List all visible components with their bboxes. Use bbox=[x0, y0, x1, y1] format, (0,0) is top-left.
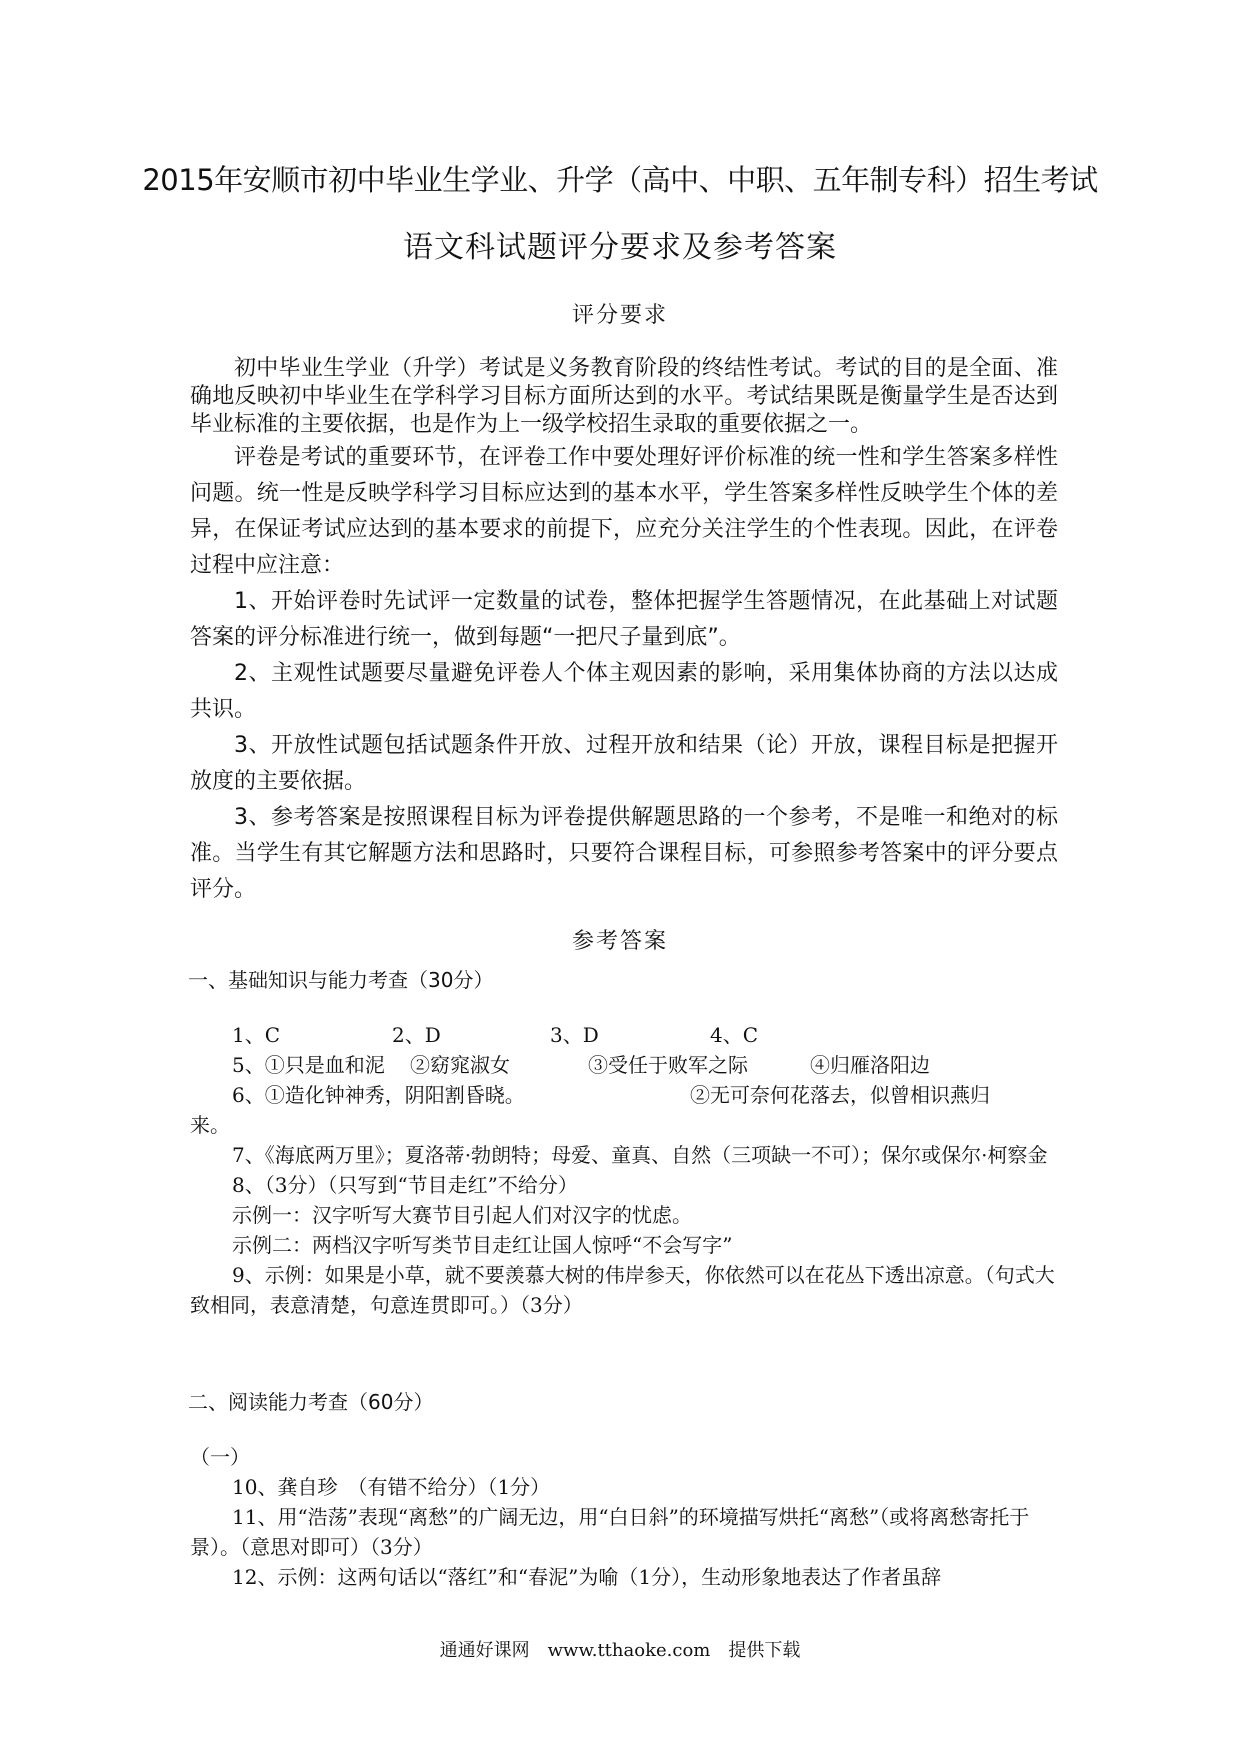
q11-answer: 11、用“浩荡”表现“离愁”的广阔无边，用“白日斜”的环境描写烘托“离愁”（或将离愁寄托于景）。（意思对即可）（3分） bbox=[190, 1505, 1030, 1559]
scoring-intro-paragraph bbox=[190, 355, 1058, 439]
page-footer: 通通好课网 www.tthaoke.com 提供下载 bbox=[439, 1640, 801, 1661]
paragraph: 1、开始评卷时先试评一定数量的试卷，整体把握学生答题情况，在此基础上对试题答案的评分标准进行统一，做到每题“一把尺子量到底”。 bbox=[190, 589, 1058, 650]
answer-item: ③受任于败军之际 bbox=[588, 1053, 748, 1077]
scoring-requirements-heading: 评分要求 bbox=[571, 303, 668, 328]
answer-item: 5、①只是血和泥 bbox=[232, 1053, 385, 1077]
q7-answer: 7、《海底两万里》；夏洛蒂·勃朗特；母爱、童真、自然（三项缺一不可）；保尔或保尔·柯察金 bbox=[232, 1143, 1048, 1167]
answer-item: 2、D bbox=[392, 1023, 441, 1047]
answer-item: ④归雁洛阳边 bbox=[810, 1053, 930, 1077]
paragraph: 初中毕业生学业（升学）考试是义务教育阶段的终结性考试。考试的目的是全面、准确地反映初中毕业生在学科学习目标方面所达到的水平。考试结果既是衡量学生是否达到毕业标准的主要依据，也是作为上一级学校招生录取的重要依据之一。 bbox=[190, 356, 1058, 437]
paragraph: 3、开放性试题包括试题条件开放、过程开放和结果（论）开放，课程目标是把握开放度的主要依据。 bbox=[190, 733, 1058, 794]
multiple-choice-row bbox=[190, 1020, 1060, 1050]
answer-continuation: 来。 bbox=[190, 1113, 230, 1137]
part1-heading: 一、基础知识与能力考查（30分） bbox=[188, 968, 494, 992]
answer-item: 1、C bbox=[232, 1023, 281, 1047]
document-title: 2015年安顺市初中毕业生学业、升学（高中、中职、五年制专科）招生考试 bbox=[142, 163, 1098, 197]
q9-answer: 9、示例：如果是小草，就不要羡慕大树的伟岸参天，你依然可以在花丛下透出凉意。（句式大致相同，表意清楚，句意连贯即可。）（3分） bbox=[190, 1263, 1055, 1317]
part2-heading: 二、阅读能力考查（60分） bbox=[188, 1390, 434, 1414]
reference-answers-heading: 参考答案 bbox=[571, 929, 668, 954]
document-subtitle: 语文科试题评分要求及参考答案 bbox=[403, 230, 837, 265]
q8-example-2: 示例二：两档汉字听写类节目走红让国人惊呼“不会写字” bbox=[232, 1233, 733, 1257]
paragraph: 评卷是考试的重要环节，在评卷工作中要处理好评价标准的统一性和学生答案多样性问题。统一性是反映学科学习目标应达到的基本水平，学生答案多样性反映学生个体的差异，在保证考试应达到的基本要求的前提下，应充分关注学生的个性表现。因此，在评卷过程中应注意： bbox=[190, 445, 1058, 578]
q8-answer: 8、（3分）（只写到“节目走红”不给分） bbox=[232, 1173, 578, 1197]
answer-item: 6、①造化钟神秀，阴阳割昏晓。 bbox=[232, 1083, 525, 1107]
answer-item: 4、C bbox=[710, 1023, 759, 1047]
scoring-rules-block bbox=[190, 440, 1058, 908]
answer-item: 3、D bbox=[550, 1023, 599, 1047]
q12-answer: 12、示例：这两句话以“落红”和“春泥”为喻（1分），生动形象地表达了作者虽辞 bbox=[232, 1565, 942, 1589]
q10-answer: 10、龚自珍 （有错不给分）（1分） bbox=[232, 1475, 551, 1499]
subsection-label: （一） bbox=[190, 1445, 250, 1469]
answer-item: ②无可奈何花落去，似曾相识燕归 bbox=[690, 1083, 990, 1107]
part2-answers bbox=[190, 1442, 1060, 1592]
q6-row bbox=[190, 1080, 1060, 1110]
part1-answers bbox=[190, 1020, 1060, 1320]
q8-example-1: 示例一：汉字听写大赛节目引起人们对汉字的忧虑。 bbox=[232, 1203, 692, 1227]
q5-row bbox=[190, 1050, 1060, 1080]
answer-item: ②窈窕淑女 bbox=[410, 1053, 510, 1077]
paragraph: 2、主观性试题要尽量避免评卷人个体主观因素的影响，采用集体协商的方法以达成共识。 bbox=[190, 661, 1058, 722]
paragraph: 3、参考答案是按照课程目标为评卷提供解题思路的一个参考，不是唯一和绝对的标准。当学生有其它解题方法和思路时，只要符合课程目标，可参照参考答案中的评分要点评分。 bbox=[190, 805, 1058, 902]
